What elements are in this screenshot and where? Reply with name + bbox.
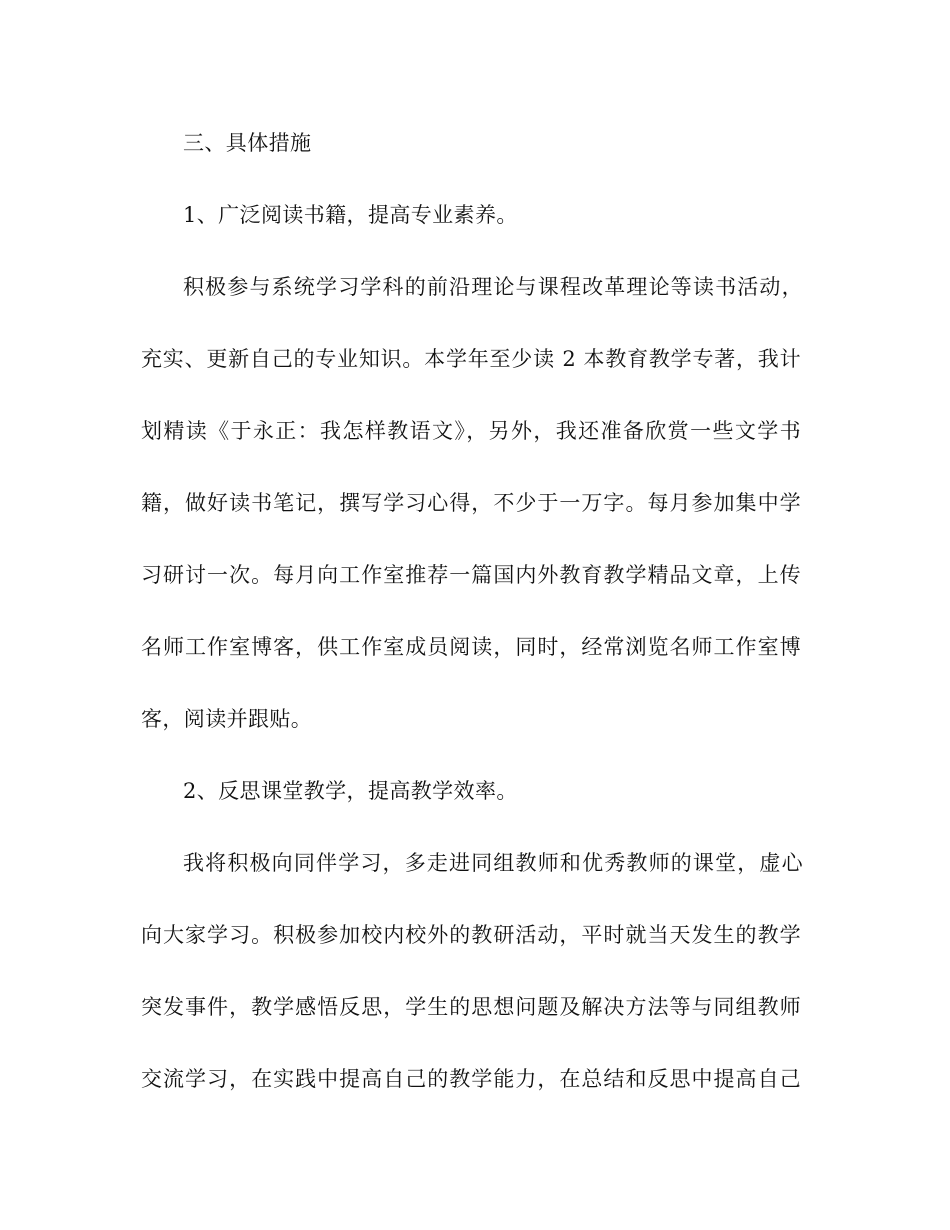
para2-line: 突发事件，教学感悟反思，学生的思想问题及解决方法等与同组教师 [141, 995, 801, 1019]
para2-line: 向大家学习。积极参加校内校外的教研活动，平时就当天发生的教学 [141, 923, 801, 947]
item2-heading: 2、反思课堂教学，提高教学效率。 [183, 779, 518, 803]
para1-line: 习研讨一次。每月向工作室推荐一篇国内外教育教学精品文章，上传 [141, 563, 801, 587]
para2-line: 交流学习，在实践中提高自己的教学能力，在总结和反思中提高自己 [141, 1067, 801, 1091]
para1-line: 名师工作室博客，供工作室成员阅读，同时，经常浏览名师工作室博 [141, 635, 801, 659]
para1-line: 充实、更新自己的专业知识。本学年至少读 2 本教育教学专著，我计 [141, 347, 801, 371]
item1-heading: 1、广泛阅读书籍，提高专业素养。 [183, 203, 518, 227]
para1-line: 籍，做好读书笔记，撰写学习心得，不少于一万字。每月参加集中学 [141, 491, 801, 515]
section-heading: 三、具体措施 [183, 131, 312, 155]
para1-line: 积极参与系统学习学科的前沿理论与课程改革理论等读书活动， [183, 275, 803, 299]
para1-line: 划精读《于永正：我怎样教语文》，另外，我还准备欣赏一些文学书 [141, 419, 801, 443]
para1-line: 客，阅读并跟贴。 [141, 707, 313, 731]
para2-line: 我将积极向同伴学习，多走进同组教师和优秀教师的课堂，虚心 [183, 851, 803, 875]
